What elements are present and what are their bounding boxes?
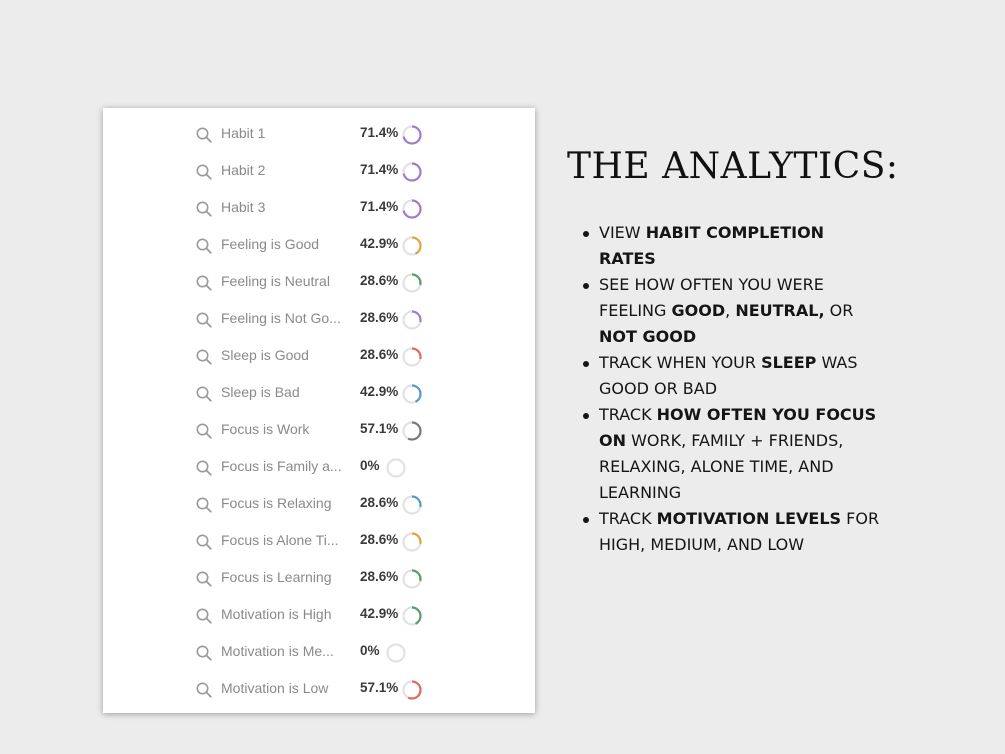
habit-row[interactable] [103,486,535,523]
completion-percent: 28.6% [360,569,399,584]
completion-percent: 71.4% [360,162,399,177]
progress-ring [401,679,423,701]
completion-percent: 28.6% [360,532,399,547]
habit-name: Feeling is Not Go... [221,310,341,326]
habit-name: Sleep is Bad [221,384,300,400]
completion-percent: 28.6% [360,310,399,325]
habit-name: Habit 3 [221,199,266,215]
habit-name: Focus is Alone Ti... [221,532,339,548]
completion-percent: 57.1% [360,680,399,695]
feature-bullet [580,506,880,558]
progress-ring [401,605,423,627]
habit-name: Focus is Work [221,421,310,437]
habit-row[interactable] [103,338,535,375]
search-icon [195,385,213,403]
progress-ring [401,346,423,368]
progress-ring [401,420,423,442]
search-icon [195,644,213,662]
habit-name: Sleep is Good [221,347,309,363]
bullet-text: TRACK WHEN YOUR [599,353,762,372]
habit-row[interactable] [103,264,535,301]
completion-percent: 28.6% [360,495,399,510]
habit-row[interactable] [103,634,535,671]
progress-ring [401,568,423,590]
page-title: THE ANALYTICS: [567,146,899,187]
habit-name: Motivation is Me... [221,643,334,659]
progress-ring [401,198,423,220]
search-icon [195,348,213,366]
completion-percent: 0% [360,458,380,473]
completion-percent: 42.9% [360,384,399,399]
completion-percent: 71.4% [360,199,399,214]
habit-name: Feeling is Good [221,236,320,252]
search-icon [195,459,213,477]
bullet-text: TRACK [599,405,657,424]
habit-name: Focus is Relaxing [221,495,332,511]
habit-name: Habit 1 [221,125,266,141]
progress-ring [385,642,407,664]
progress-ring [401,235,423,257]
bullet-emphasis: HABIT COMPLETION RATES [599,223,825,268]
completion-percent: 42.9% [360,236,399,251]
search-icon [195,570,213,588]
bullet-emphasis: NOT GOOD [599,327,697,346]
progress-ring [401,124,423,146]
feature-bullet [580,272,880,350]
habit-row[interactable] [103,116,535,153]
search-icon [195,311,213,329]
bullet-emphasis: HOW OFTEN YOU FOCUS ON [599,405,877,450]
feature-bullet [580,220,880,272]
search-icon [195,422,213,440]
search-icon [195,163,213,181]
habit-row[interactable] [103,412,535,449]
bullet-text: FOR HIGH, MEDIUM, AND LOW [599,509,880,554]
habit-name: Focus is Learning [221,569,332,585]
search-icon [195,237,213,255]
habit-row[interactable] [103,227,535,264]
habit-name: Habit 2 [221,162,266,178]
habit-name: Feeling is Neutral [221,273,330,289]
habit-row[interactable] [103,190,535,227]
progress-ring [401,383,423,405]
search-icon [195,274,213,292]
completion-percent: 57.1% [360,421,399,436]
progress-ring [385,457,407,479]
search-icon [195,200,213,218]
habit-name: Focus is Family a... [221,458,342,474]
bullet-text: WAS GOOD OR BAD [599,353,858,398]
progress-ring [401,531,423,553]
completion-percent: 71.4% [360,125,399,140]
bullet-text: TRACK [599,509,657,528]
habit-row[interactable] [103,153,535,190]
completion-percent: 0% [360,643,380,658]
bullet-text: OR [824,301,854,320]
bullet-emphasis: GOOD [671,301,726,320]
progress-ring [401,494,423,516]
habit-analytics-card [103,108,535,713]
search-icon [195,496,213,514]
completion-percent: 28.6% [360,347,399,362]
search-icon [195,533,213,551]
completion-percent: 28.6% [360,273,399,288]
habit-name: Motivation is High [221,606,332,622]
habit-row[interactable] [103,449,535,486]
habit-row[interactable] [103,671,535,708]
habit-row[interactable] [103,597,535,634]
progress-ring [401,161,423,183]
bullet-text: , [725,301,736,320]
bullet-text: WORK, FAMILY + FRIENDS, RELAXING, ALONE TIME, AND LEARNING [599,431,844,502]
habit-row[interactable] [103,560,535,597]
features-list [580,220,880,558]
habit-row[interactable] [103,523,535,560]
progress-ring [401,309,423,331]
bullet-text: VIEW [599,223,646,242]
feature-bullet [580,350,880,402]
habit-name: Motivation is Low [221,680,329,696]
search-icon [195,681,213,699]
bullet-emphasis: SLEEP [761,353,817,372]
search-icon [195,607,213,625]
bullet-text: SEE HOW OFTEN YOU WERE FEELING [599,275,824,320]
progress-ring [401,272,423,294]
feature-bullet [580,402,880,506]
habit-row[interactable] [103,301,535,338]
habit-row[interactable] [103,375,535,412]
bullet-emphasis: NEUTRAL, [735,301,825,320]
completion-percent: 42.9% [360,606,399,621]
bullet-emphasis: MOTIVATION LEVELS [656,509,842,528]
search-icon [195,126,213,144]
